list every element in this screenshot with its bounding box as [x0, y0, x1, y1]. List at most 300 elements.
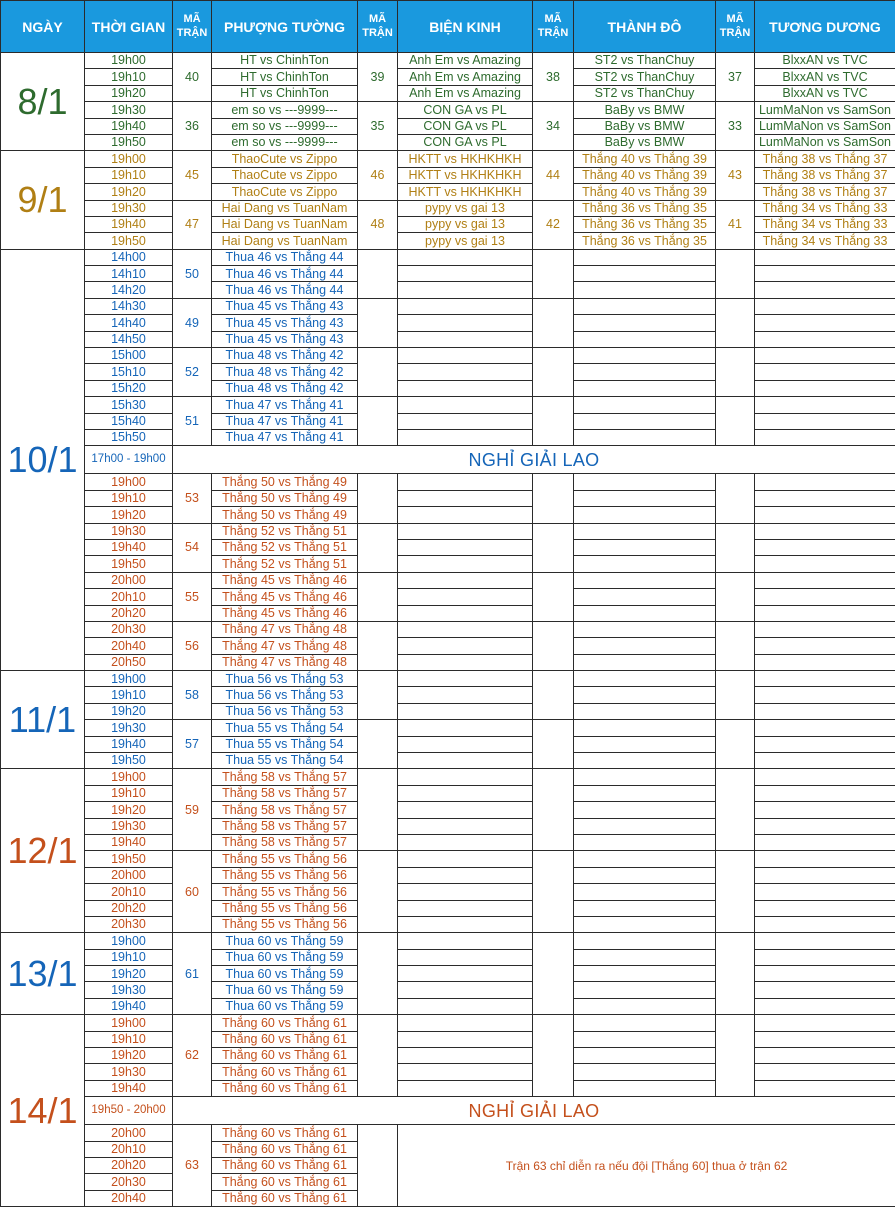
match-teams: HT vs ChinhTon — [212, 85, 358, 101]
match-teams: Thua 45 vs Thắng 43 — [212, 331, 358, 347]
match-teams: Anh Em vs Amazing — [398, 69, 533, 85]
match-teams: ST2 vs ThanChuy — [574, 85, 716, 101]
match-teams: em so vs ---9999--- — [212, 134, 358, 150]
match-teams — [398, 298, 533, 314]
match-teams — [755, 539, 895, 555]
match-teams: Thắng 60 vs Thắng 61 — [212, 1048, 358, 1064]
match-teams — [755, 621, 895, 637]
match-teams: Thắng 40 vs Thắng 39 — [574, 151, 716, 167]
match-teams — [398, 380, 533, 396]
match-teams: LumMaNon vs SamSon — [755, 134, 895, 150]
time-slot-row — [1, 315, 895, 331]
match-teams — [755, 315, 895, 331]
match-teams — [398, 605, 533, 621]
match-code — [358, 348, 398, 397]
time-cell: 14h20 — [85, 282, 173, 298]
match-teams — [398, 638, 533, 654]
match-teams — [398, 507, 533, 523]
break-label: NGHỈ GIẢI LAO — [173, 446, 895, 474]
match-teams: Thua 56 vs Thắng 53 — [212, 671, 358, 687]
match-teams — [398, 249, 533, 265]
conditional-note: Trận 63 chỉ diễn ra nếu đội [Thắng 60] thua ở trận 62 — [398, 1125, 895, 1207]
match-teams: Thắng 34 vs Thắng 33 — [755, 200, 895, 216]
time-slot-row — [1, 884, 895, 900]
match-code — [533, 523, 574, 572]
match-teams — [574, 851, 716, 867]
match-code: 49 — [173, 298, 212, 347]
time-cell: 19h30 — [85, 818, 173, 834]
time-slot-row — [1, 118, 895, 134]
match-teams — [398, 474, 533, 490]
match-teams — [398, 785, 533, 801]
time-cell: 20h10 — [85, 1141, 173, 1157]
time-slot-row — [1, 413, 895, 429]
match-teams: BaBy vs BMW — [574, 118, 716, 134]
time-slot-row — [1, 703, 895, 719]
match-teams — [755, 1015, 895, 1031]
match-teams — [574, 982, 716, 998]
match-code: 34 — [533, 102, 574, 151]
match-teams — [574, 703, 716, 719]
match-teams: Thắng 60 vs Thắng 61 — [212, 1080, 358, 1096]
time-slot-row — [1, 638, 895, 654]
match-teams — [398, 266, 533, 282]
time-cell: 19h30 — [85, 720, 173, 736]
match-teams — [574, 266, 716, 282]
time-slot-row — [1, 818, 895, 834]
match-code — [358, 1125, 398, 1207]
match-teams — [398, 556, 533, 572]
match-teams — [398, 429, 533, 445]
column-header: MÃ TRẬN — [716, 1, 755, 53]
time-cell: 19h50 — [85, 851, 173, 867]
match-teams — [574, 298, 716, 314]
time-cell: 19h40 — [85, 1080, 173, 1096]
match-teams: Thắng 45 vs Thắng 46 — [212, 605, 358, 621]
time-cell: 19h30 — [85, 102, 173, 118]
time-slot-row — [1, 364, 895, 380]
match-teams: BaBy vs BMW — [574, 102, 716, 118]
match-teams — [755, 1048, 895, 1064]
match-teams: Thắng 45 vs Thắng 46 — [212, 572, 358, 588]
match-teams: HKTT vs HKHKHKH — [398, 151, 533, 167]
match-teams — [755, 966, 895, 982]
match-code — [716, 523, 755, 572]
match-code — [533, 933, 574, 1015]
match-teams: ThaoCute vs Zippo — [212, 167, 358, 183]
time-slot-row — [1, 687, 895, 703]
match-code — [533, 851, 574, 933]
match-teams — [755, 687, 895, 703]
match-teams: Thua 60 vs Thắng 59 — [212, 933, 358, 949]
time-slot-row — [1, 1048, 895, 1064]
match-teams: Thắng 45 vs Thắng 46 — [212, 589, 358, 605]
match-teams: Thua 55 vs Thắng 54 — [212, 753, 358, 769]
column-header: MÃ TRẬN — [533, 1, 574, 53]
time-cell: 19h30 — [85, 523, 173, 539]
match-teams: Thua 60 vs Thắng 59 — [212, 966, 358, 982]
time-slot-row — [1, 380, 895, 396]
column-header: MÃ TRẬN — [358, 1, 398, 53]
time-slot-row — [1, 216, 895, 232]
time-slot-row — [1, 998, 895, 1014]
match-teams — [574, 687, 716, 703]
match-teams — [398, 916, 533, 932]
header-row — [1, 1, 895, 53]
time-slot-row — [1, 589, 895, 605]
match-code — [716, 851, 755, 933]
time-slot-row — [1, 53, 895, 69]
match-teams — [574, 802, 716, 818]
time-cell: 19h40 — [85, 118, 173, 134]
match-code — [358, 720, 398, 769]
time-cell: 19h20 — [85, 802, 173, 818]
time-cell: 15h50 — [85, 429, 173, 445]
column-header: TƯƠNG DƯƠNG — [755, 1, 895, 53]
match-code — [533, 671, 574, 720]
match-teams: Thua 46 vs Thắng 44 — [212, 249, 358, 265]
match-code — [358, 397, 398, 446]
match-teams: pypy vs gai 13 — [398, 216, 533, 232]
time-cell: 20h30 — [85, 916, 173, 932]
match-teams — [398, 884, 533, 900]
time-slot-row — [1, 949, 895, 965]
match-teams: Thắng 47 vs Thắng 48 — [212, 621, 358, 637]
match-teams — [755, 884, 895, 900]
match-teams — [755, 933, 895, 949]
match-teams: HKTT vs HKHKHKH — [398, 184, 533, 200]
time-cell: 20h10 — [85, 884, 173, 900]
time-cell: 19h50 — [85, 753, 173, 769]
match-teams — [574, 867, 716, 883]
match-teams — [755, 523, 895, 539]
match-teams — [755, 916, 895, 932]
match-teams: Thắng 38 vs Thắng 37 — [755, 167, 895, 183]
time-slot-row — [1, 490, 895, 506]
match-code — [716, 474, 755, 523]
match-teams — [755, 654, 895, 670]
match-teams: Thua 47 vs Thắng 41 — [212, 397, 358, 413]
time-slot-row — [1, 867, 895, 883]
time-cell: 19h30 — [85, 200, 173, 216]
match-teams — [574, 1048, 716, 1064]
match-teams: Thắng 55 vs Thắng 56 — [212, 867, 358, 883]
match-teams: Thua 56 vs Thắng 53 — [212, 687, 358, 703]
match-code — [716, 720, 755, 769]
match-teams: pypy vs gai 13 — [398, 233, 533, 249]
match-teams — [574, 364, 716, 380]
match-teams — [574, 998, 716, 1014]
match-teams — [398, 933, 533, 949]
match-teams: Thắng 52 vs Thắng 51 — [212, 556, 358, 572]
match-teams: Thắng 38 vs Thắng 37 — [755, 151, 895, 167]
match-teams — [398, 364, 533, 380]
time-slot-row — [1, 621, 895, 637]
match-teams: ST2 vs ThanChuy — [574, 69, 716, 85]
match-teams — [574, 539, 716, 555]
time-cell: 19h10 — [85, 687, 173, 703]
match-teams — [398, 348, 533, 364]
match-code — [716, 249, 755, 298]
match-teams — [398, 703, 533, 719]
time-cell: 20h40 — [85, 638, 173, 654]
match-teams — [755, 266, 895, 282]
match-teams — [574, 966, 716, 982]
match-code — [716, 572, 755, 621]
match-code: 38 — [533, 53, 574, 102]
match-teams: Thua 47 vs Thắng 41 — [212, 413, 358, 429]
match-code: 43 — [716, 151, 755, 200]
match-teams — [398, 900, 533, 916]
match-teams — [398, 572, 533, 588]
match-code — [358, 298, 398, 347]
time-slot-row — [1, 397, 895, 413]
match-code: 58 — [173, 671, 212, 720]
time-cell: 20h20 — [85, 900, 173, 916]
time-slot-row — [1, 282, 895, 298]
match-teams: Thắng 38 vs Thắng 37 — [755, 184, 895, 200]
time-cell: 19h40 — [85, 216, 173, 232]
time-cell: 19h50 — [85, 134, 173, 150]
match-teams — [398, 998, 533, 1014]
time-slot-row — [1, 671, 895, 687]
match-teams: BlxxAN vs TVC — [755, 69, 895, 85]
match-teams — [574, 572, 716, 588]
match-code — [358, 933, 398, 1015]
match-code — [358, 621, 398, 670]
match-teams — [574, 671, 716, 687]
match-teams: Thắng 60 vs Thắng 61 — [212, 1190, 358, 1206]
match-code — [533, 249, 574, 298]
match-code: 63 — [173, 1125, 212, 1207]
match-code: 56 — [173, 621, 212, 670]
match-teams — [398, 867, 533, 883]
match-teams: Thắng 60 vs Thắng 61 — [212, 1141, 358, 1157]
time-slot-row — [1, 720, 895, 736]
time-cell: 19h10 — [85, 949, 173, 965]
match-teams — [398, 621, 533, 637]
time-slot-row — [1, 474, 895, 490]
break-row — [1, 446, 895, 474]
match-teams — [398, 413, 533, 429]
match-code — [358, 474, 398, 523]
match-code: 52 — [173, 348, 212, 397]
time-slot-row — [1, 736, 895, 752]
match-teams: Thắng 60 vs Thắng 61 — [212, 1174, 358, 1190]
match-teams: BlxxAN vs TVC — [755, 53, 895, 69]
match-teams: Thắng 36 vs Thắng 35 — [574, 233, 716, 249]
match-teams: Thua 48 vs Thắng 42 — [212, 364, 358, 380]
match-code — [358, 769, 398, 851]
match-teams — [398, 851, 533, 867]
time-slot-row — [1, 785, 895, 801]
time-cell: 14h50 — [85, 331, 173, 347]
match-teams — [398, 331, 533, 347]
match-teams: Thua 55 vs Thắng 54 — [212, 720, 358, 736]
match-teams: Thua 60 vs Thắng 59 — [212, 982, 358, 998]
time-cell: 15h10 — [85, 364, 173, 380]
match-code: 39 — [358, 53, 398, 102]
time-slot-row — [1, 249, 895, 265]
match-teams: Thắng 58 vs Thắng 57 — [212, 785, 358, 801]
day-label: 11/1 — [1, 671, 85, 769]
time-cell: 14h40 — [85, 315, 173, 331]
match-teams — [574, 753, 716, 769]
time-cell: 19h10 — [85, 1031, 173, 1047]
match-teams — [755, 671, 895, 687]
match-teams — [574, 507, 716, 523]
match-teams: CON GA vs PL — [398, 102, 533, 118]
match-teams — [755, 380, 895, 396]
time-slot-row — [1, 102, 895, 118]
match-teams — [398, 1015, 533, 1031]
time-cell: 15h00 — [85, 348, 173, 364]
time-cell: 19h00 — [85, 769, 173, 785]
match-teams: Thua 60 vs Thắng 59 — [212, 998, 358, 1014]
time-slot-row — [1, 429, 895, 445]
match-teams — [574, 769, 716, 785]
match-teams — [755, 720, 895, 736]
match-teams — [398, 818, 533, 834]
match-code — [716, 933, 755, 1015]
time-slot-row — [1, 507, 895, 523]
time-cell: 20h30 — [85, 1174, 173, 1190]
match-teams: Thắng 60 vs Thắng 61 — [212, 1015, 358, 1031]
time-slot-row — [1, 151, 895, 167]
match-code: 41 — [716, 200, 755, 249]
match-code: 61 — [173, 933, 212, 1015]
match-teams — [755, 900, 895, 916]
day-label: 10/1 — [1, 249, 85, 670]
time-cell: 20h20 — [85, 605, 173, 621]
match-code: 62 — [173, 1015, 212, 1097]
match-teams — [574, 818, 716, 834]
time-slot-row — [1, 802, 895, 818]
match-teams: HT vs ChinhTon — [212, 53, 358, 69]
time-cell: 19h40 — [85, 834, 173, 850]
time-slot-row — [1, 69, 895, 85]
match-teams: Thắng 58 vs Thắng 57 — [212, 834, 358, 850]
match-teams: Thắng 40 vs Thắng 39 — [574, 184, 716, 200]
match-teams: HKTT vs HKHKHKH — [398, 167, 533, 183]
match-teams — [755, 785, 895, 801]
time-cell: 19h50 — [85, 233, 173, 249]
match-teams: Thua 56 vs Thắng 53 — [212, 703, 358, 719]
match-code — [533, 298, 574, 347]
match-teams — [574, 785, 716, 801]
match-teams: Thắng 60 vs Thắng 61 — [212, 1158, 358, 1174]
time-slot-row — [1, 266, 895, 282]
match-teams: HT vs ChinhTon — [212, 69, 358, 85]
match-teams — [755, 589, 895, 605]
match-code — [358, 671, 398, 720]
match-code: 55 — [173, 572, 212, 621]
match-teams: Anh Em vs Amazing — [398, 53, 533, 69]
time-cell: 20h00 — [85, 1125, 173, 1141]
match-teams: ThaoCute vs Zippo — [212, 184, 358, 200]
time-cell: 19h30 — [85, 982, 173, 998]
time-slot-row — [1, 966, 895, 982]
match-code: 36 — [173, 102, 212, 151]
match-code: 53 — [173, 474, 212, 523]
match-teams — [574, 834, 716, 850]
time-slot-row — [1, 900, 895, 916]
match-teams — [755, 572, 895, 588]
match-code: 60 — [173, 851, 212, 933]
match-code — [533, 474, 574, 523]
match-teams — [398, 1064, 533, 1080]
match-teams — [398, 397, 533, 413]
time-slot-row — [1, 572, 895, 588]
day-label: 13/1 — [1, 933, 85, 1015]
match-teams — [398, 834, 533, 850]
match-teams: Thắng 52 vs Thắng 51 — [212, 523, 358, 539]
match-teams — [574, 654, 716, 670]
time-slot-row — [1, 85, 895, 101]
match-teams — [398, 753, 533, 769]
match-teams — [755, 834, 895, 850]
match-teams — [755, 556, 895, 572]
match-teams: Hai Dang vs TuanNam — [212, 200, 358, 216]
break-time: 17h00 - 19h00 — [85, 446, 173, 474]
match-teams — [574, 380, 716, 396]
match-teams — [574, 638, 716, 654]
time-slot-row — [1, 982, 895, 998]
time-slot-row — [1, 184, 895, 200]
time-cell: 19h10 — [85, 785, 173, 801]
time-cell: 19h50 — [85, 556, 173, 572]
time-slot-row — [1, 1015, 895, 1031]
match-teams — [755, 282, 895, 298]
time-cell: 20h10 — [85, 589, 173, 605]
match-code: 47 — [173, 200, 212, 249]
time-slot-row — [1, 834, 895, 850]
time-cell: 19h20 — [85, 85, 173, 101]
time-cell: 19h20 — [85, 184, 173, 200]
match-teams — [574, 413, 716, 429]
match-teams — [398, 720, 533, 736]
match-teams: Thua 45 vs Thắng 43 — [212, 315, 358, 331]
match-teams — [755, 998, 895, 1014]
match-teams: Thắng 55 vs Thắng 56 — [212, 884, 358, 900]
match-teams: Thắng 58 vs Thắng 57 — [212, 769, 358, 785]
match-code — [716, 1015, 755, 1097]
time-cell: 20h50 — [85, 654, 173, 670]
match-teams — [755, 802, 895, 818]
match-teams — [755, 851, 895, 867]
match-teams — [574, 1015, 716, 1031]
match-teams — [755, 982, 895, 998]
match-teams — [574, 1064, 716, 1080]
time-slot-row — [1, 539, 895, 555]
match-teams — [398, 687, 533, 703]
match-teams: Thắng 60 vs Thắng 61 — [212, 1031, 358, 1047]
match-teams — [574, 900, 716, 916]
match-code — [533, 621, 574, 670]
match-teams — [755, 753, 895, 769]
time-cell: 19h20 — [85, 703, 173, 719]
match-teams: em so vs ---9999--- — [212, 102, 358, 118]
match-teams — [755, 413, 895, 429]
match-teams: Thắng 55 vs Thắng 56 — [212, 851, 358, 867]
time-cell: 19h10 — [85, 69, 173, 85]
match-teams: Thắng 36 vs Thắng 35 — [574, 200, 716, 216]
time-cell: 19h20 — [85, 1048, 173, 1064]
match-code — [716, 348, 755, 397]
time-cell: 19h00 — [85, 53, 173, 69]
time-slot-row — [1, 933, 895, 949]
time-cell: 15h40 — [85, 413, 173, 429]
